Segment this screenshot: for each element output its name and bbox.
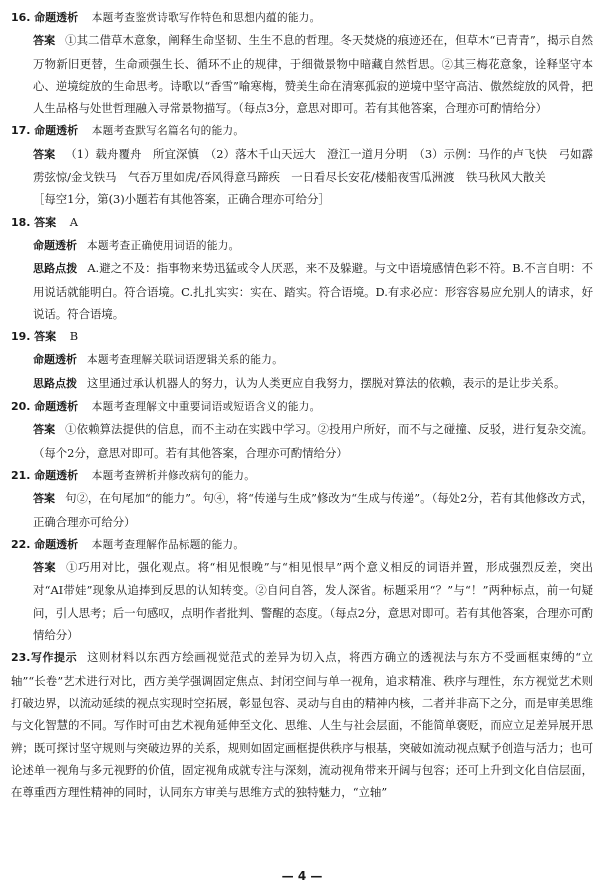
tip-tag: 思路点拨 (33, 262, 78, 276)
answer-block (11, 487, 593, 533)
question-number: 16. (11, 11, 31, 24)
tip-text: A.避之不及：指事物来势迅猛或令人厌恶，来不及躲避。与文中语境感情色彩不符。B.不言自明：不用说话就能明白。符合语境。C.扎扎实实：实在、踏实。符合语境。D.有求必应：形容容易应允别人的请求，好说话。符合语境。 (33, 261, 594, 321)
analysis-block (11, 348, 593, 371)
section-desc: 本题考查理解作品标题的能力。 (91, 538, 245, 551)
tip-block (11, 372, 593, 395)
answer-tag: 答案 (33, 423, 56, 437)
question-20 (11, 395, 593, 418)
answer-tag: 答案 (33, 561, 57, 575)
section-desc: 本题考查鉴赏诗歌写作特色和思想内蕴的能力。 (91, 12, 321, 24)
section-tag: 命题透析 (33, 353, 77, 367)
writing-prompt-text: 这则材料以东西方绘画视觉范式的差异为切入点，将西方确立的透视法与东方不受画框束缚的“立轴”“长卷”艺术进行对比，西方美学强调固定焦点、封闭空间与单一视角，追求精准、秩序与理性，东方视觉艺术则打破边界，以流动延续的视点实现时空拓展，彰显包容、灵动与自由的精神内核，二者并非高下之分，而是审美思维与文化智慧的不同。写作时可由艺术视角延伸至文化、思维、人生与社会层面，不能简单褒贬，而应立足差异展开思辨；既可探讨坚守规则与突破边界的关系，规则如固定画框提供秩序与根基，突破如流动视点赋予创造与活力；也可论述单一视角与多元视野的价值，固定视角成就专注与深刻，流动视角带来开阔与包容；还可上升到文化自信层面，在尊重西方理性精神的同时，认同东方审美与思维方式的独特魅力，“立轴” (11, 650, 594, 800)
tip-text: 这里通过承认机器人的努力，认为人类更应自我努力，摆脱对算法的依赖，表示的是让步关系。 (87, 375, 566, 390)
tip-tag: 思路点拨 (33, 376, 77, 390)
question-21 (11, 464, 593, 487)
question-23 (11, 646, 593, 803)
section-desc: 本题考查默写名篇名句的能力。 (91, 125, 245, 138)
answer-tag: 答案 (33, 492, 56, 506)
section-tag: 命题透析 (34, 468, 79, 482)
scoring-note: ［每空1分，第(3)小题若有其他答案，正确合理亦可给分］ (33, 192, 330, 207)
section-tag: 命题透析 (34, 124, 79, 138)
question-18 (11, 211, 593, 234)
section-tag: 命题透析 (34, 537, 79, 551)
answer-text: ①其二借草木意象，阐释生命坚韧、生生不息的哲理。冬天焚烧的痕迹还在，但草木“已青青”，揭示自然万物新旧更替，生命顽强生长、循环不止的规律，于细微景物中暗藏自然哲思。②其三梅花意象，诠释坚守本心、逆境绽放的生命思考。诗歌以“香雪”喻寒梅，赞美生命在清寒孤寂的逆境中坚守高洁、傲然绽放的风骨，把人生品格与处世哲理融入寻常景物描写。（每点3分，意思对即可。若有其他答案，合理亦可酌情给分） (33, 33, 594, 116)
section-desc: 本题考查辨析并修改病句的能力。 (91, 469, 256, 482)
answer-block (11, 29, 593, 119)
answer-block (11, 418, 593, 464)
question-number: 21. (11, 468, 31, 482)
answer-text: （1）载舟覆舟 所宜深慎 （2）落木千山天远大 澄江一道月分明 （3）示例：马作的卢飞快 弓如霹雳弦惊/金戈铁马 气吞万里如虎/吞风得意马蹄疾 一日看尽长安花/楼船夜雪瓜洲渡 铁马秋风大散关 (33, 146, 593, 185)
question-17 (11, 119, 593, 142)
question-number: 18. (11, 215, 31, 229)
answer-tag: 答案 (34, 330, 57, 344)
page-number: — 4 — (281, 869, 323, 883)
question-22 (11, 533, 593, 556)
question-16 (11, 6, 593, 29)
section-desc: 本题考查理解关联词语逻辑关系的能力。 (87, 354, 284, 367)
answer-tag: 答案 (34, 215, 57, 229)
question-number: 22. (11, 537, 31, 551)
answer-choice: A (69, 214, 78, 229)
section-tag: 写作提示 (30, 651, 78, 665)
answer-choice: B (69, 329, 79, 344)
section-tag: 命题透析 (34, 11, 79, 24)
question-number: 20. (11, 400, 31, 414)
question-number: 19. (11, 330, 31, 344)
tip-block (11, 257, 593, 325)
answer-text: ①依赖算法提供的信息，而不主动在实践中学习。②投用户所好，而不与之碰撞、反驳，进行复杂交流。（每个2分，意思对即可。若有其他答案，合理亦可酌情给分） (33, 422, 593, 460)
answer-page (11, 6, 593, 803)
answer-text: 句②，在句尾加“的能力”。句④，将“传递与生成”修改为“生成与传递”。（每处2分，若有其他修改方式，正确合理亦可给分） (33, 491, 594, 529)
answer-text: ①巧用对比，强化观点。将“相见恨晚”与“相见恨早”两个意义相反的词语并置，形成强烈反差，突出对“AI带娃”现象从追捧到反思的认知转变。②自问自答，发人深省。标题采用“？”与“！”两种标点，前一句疑问，引人思考；后一句感叹，点明作者批判、警醒的态度。（每点2分，意思对即可。若有其他答案，合理亦可酌情给分） (33, 560, 594, 643)
analysis-block (11, 234, 593, 257)
section-tag: 命题透析 (33, 238, 77, 252)
section-tag: 命题透析 (34, 400, 79, 414)
answer-tag: 答案 (33, 34, 56, 48)
section-desc: 本题考查理解文中重要词语或短语含义的能力。 (91, 401, 321, 414)
answer-block (11, 556, 593, 646)
answer-tag: 答案 (33, 147, 56, 161)
question-number: 17. (11, 124, 31, 138)
question-number: 23. (11, 651, 31, 665)
section-desc: 本题考查正确使用词语的能力。 (87, 239, 240, 252)
question-19 (11, 325, 593, 348)
answer-block (11, 143, 593, 189)
